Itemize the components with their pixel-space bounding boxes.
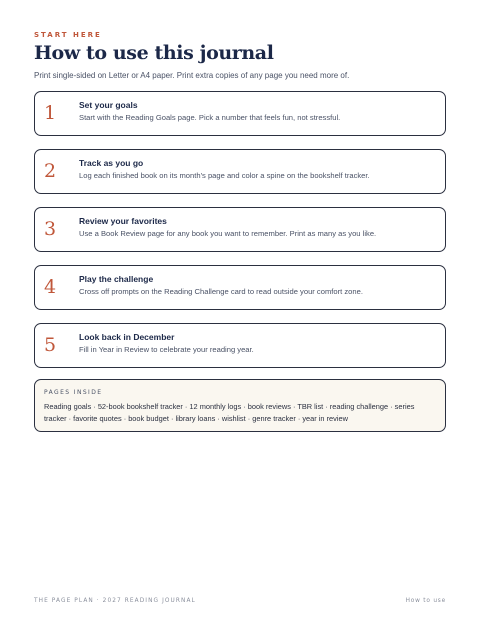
step-number: 3 [44,218,57,240]
step-description: Start with the Reading Goals page. Pick a number that feels fun, not stressful. [79,113,341,122]
step-description: Cross off prompts on the Reading Challenge card to read outside your comfort zone. [79,287,363,296]
footer-page-label: How to use [405,598,446,604]
step-title: Track as you go [79,158,144,168]
step-card-3 [34,207,446,252]
pages-inside-panel [34,379,446,432]
step-card-5 [34,323,446,368]
step-title: Play the challenge [79,274,154,284]
step-title: Review your favorites [79,216,167,226]
step-description: Fill in Year in Review to celebrate your reading year. [79,345,254,354]
pages-inside-label: PAGES INSIDE [44,389,103,396]
page-subtitle: Print single-sided on Letter or A4 paper. Print extra copies of any page you need more of. [34,71,350,80]
journal-page [34,0,446,621]
step-number: 5 [44,334,57,356]
step-card-2 [34,149,446,194]
step-description: Log each finished book on its month's page and color a spine on the bookshelf tracker. [79,171,370,180]
footer-brand: THE PAGE PLAN · 2027 READING JOURNAL [34,598,196,604]
step-description: Use a Book Review page for any book you want to remember. Print as many as you like. [79,229,377,238]
page-title: How to use this journal [34,42,274,64]
step-card-1 [34,91,446,136]
section-eyebrow: START HERE [34,31,102,39]
step-title: Look back in December [79,332,175,342]
step-number: 1 [44,102,57,124]
steps-list [34,91,446,381]
step-number: 4 [44,276,57,298]
step-card-4 [34,265,446,310]
step-number: 2 [44,160,57,182]
pages-inside-list: Reading goals · 52-book bookshelf tracker · 12 monthly logs · book reviews · TBR list · reading challenge · series tracker · favorite quotes · book budget · library loans · wishlist · genre tracker · year in review [44,402,415,423]
step-title: Set your goals [79,100,138,110]
